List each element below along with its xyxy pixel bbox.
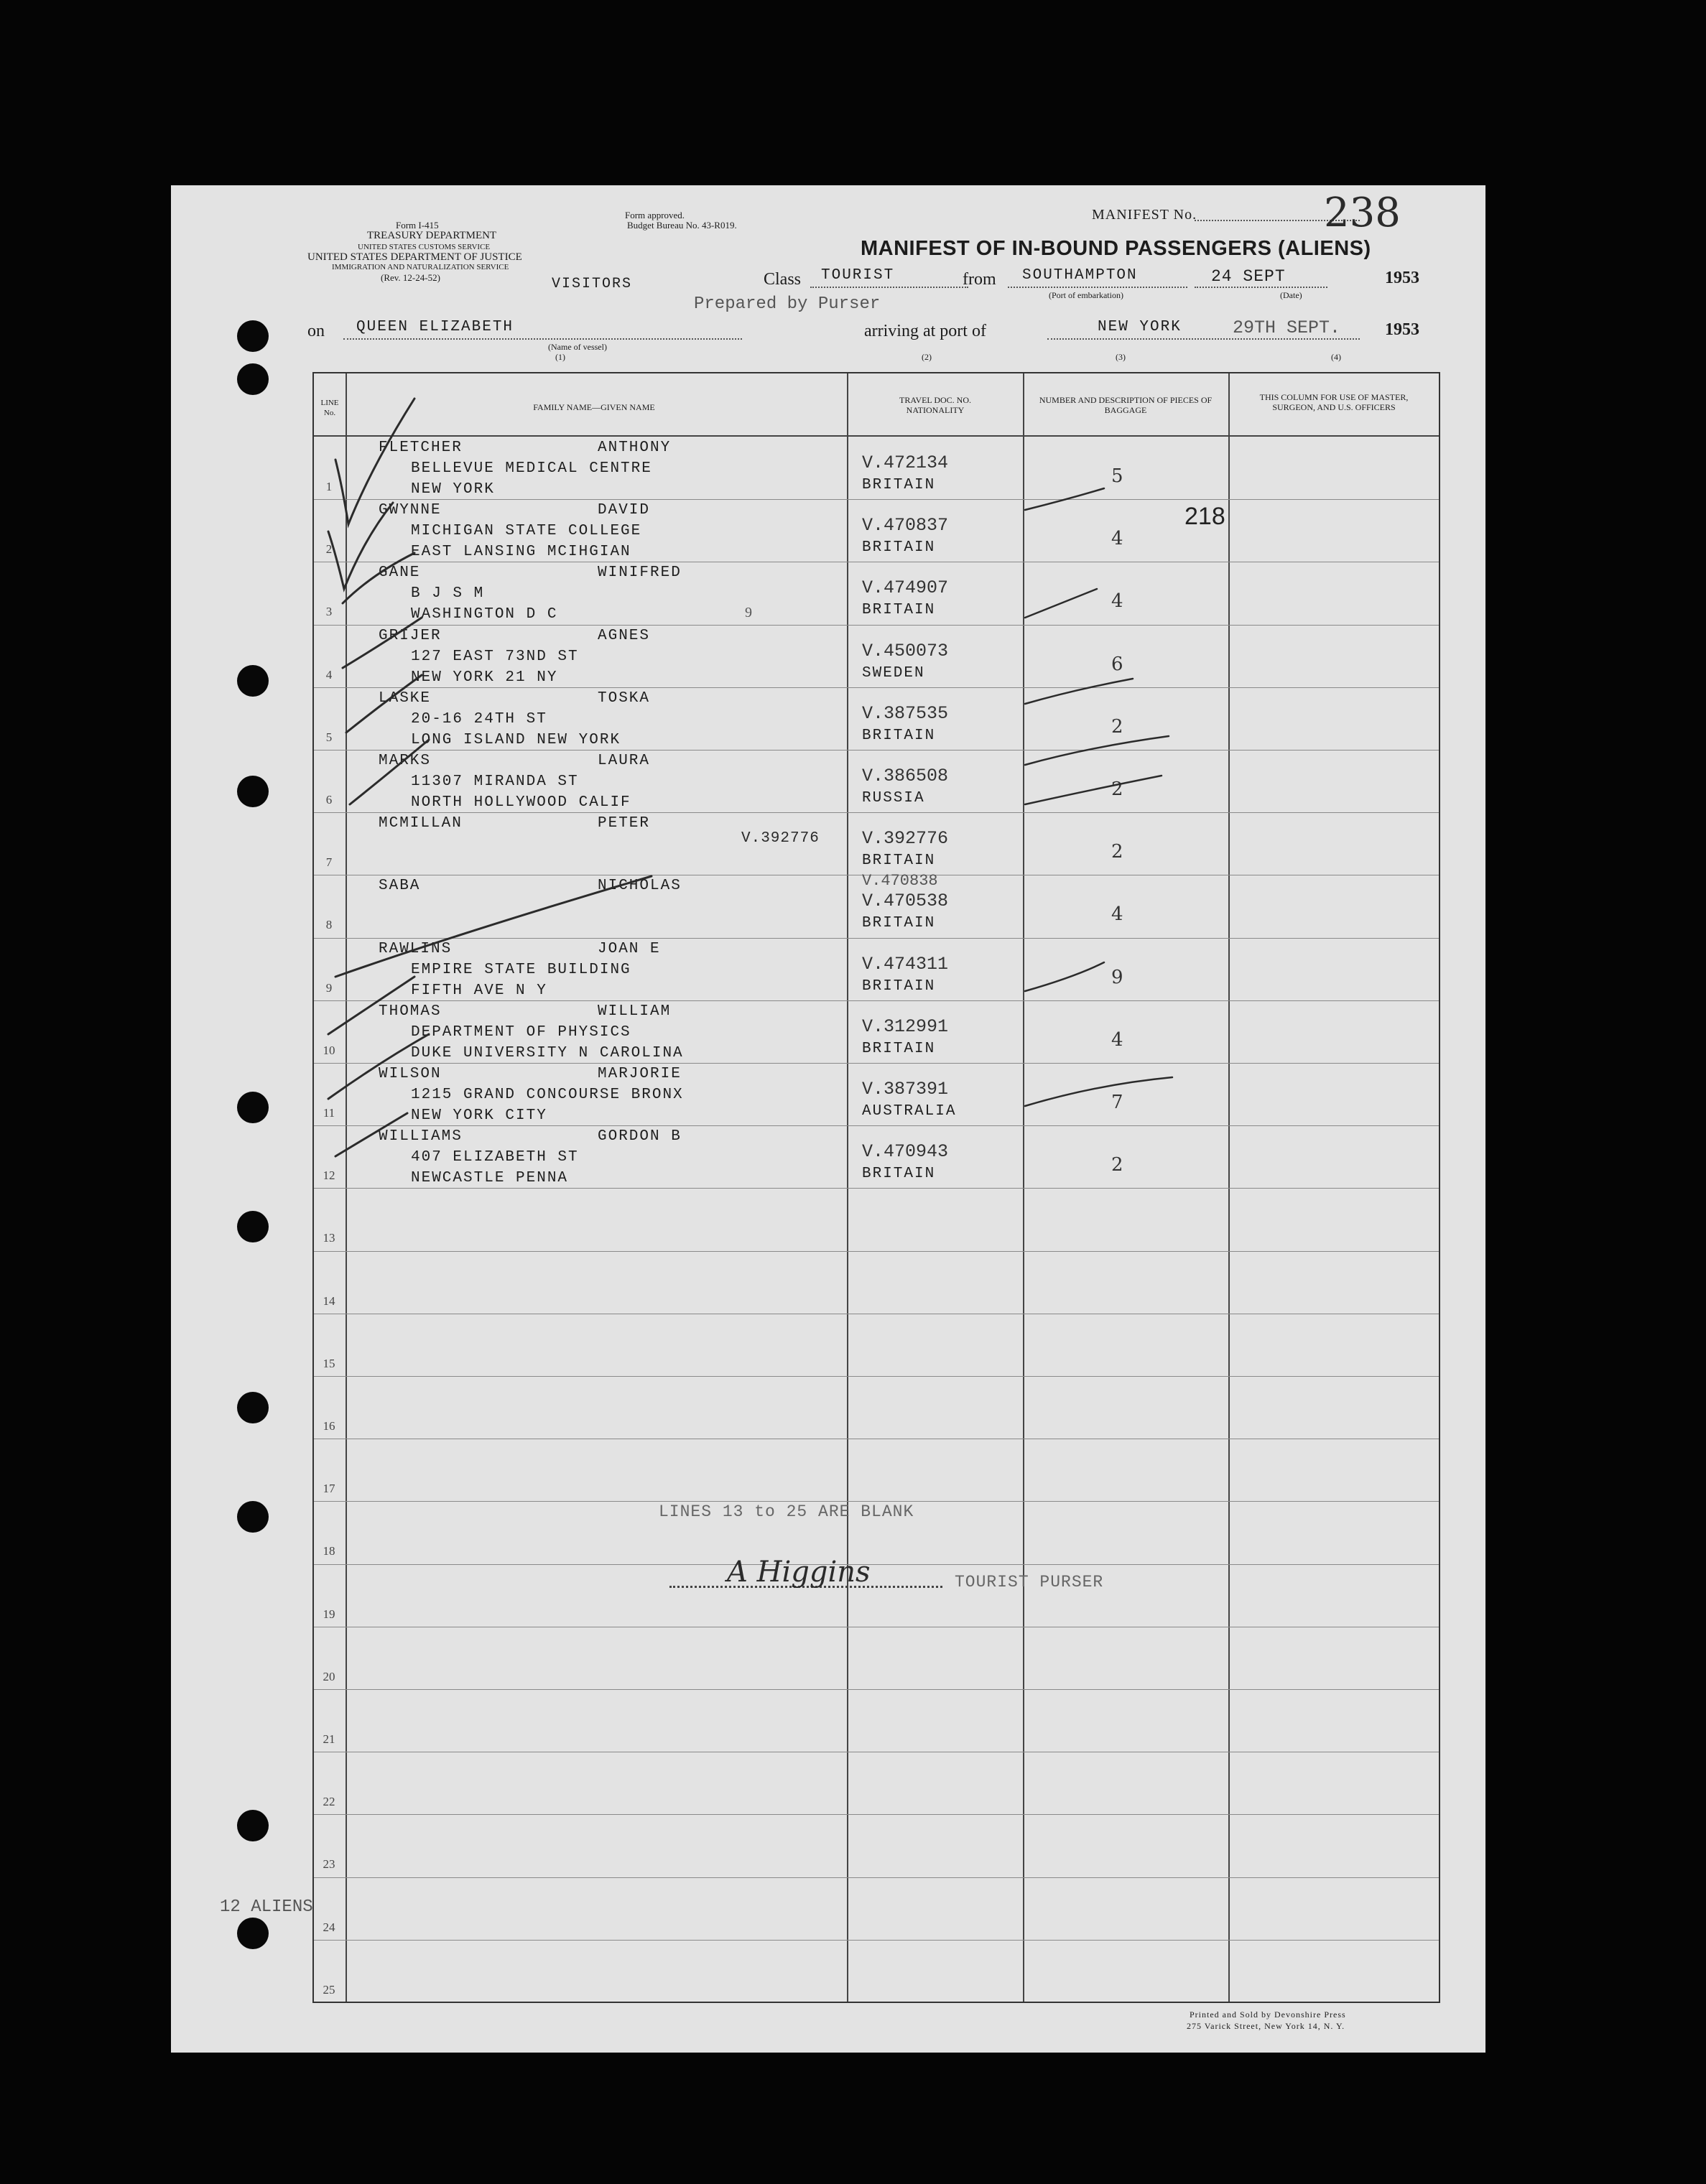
nationality: BRITAIN xyxy=(862,477,936,493)
address-line-2: FIFTH AVE N Y xyxy=(411,982,547,999)
purser-title: TOURIST PURSER xyxy=(955,1573,1104,1591)
dept-of-justice: UNITED STATES DEPARTMENT OF JUSTICE xyxy=(307,251,522,263)
family-name: THOMAS xyxy=(379,1003,442,1020)
margin-nine: 9 xyxy=(745,605,752,621)
nationality: BRITAIN xyxy=(862,1040,936,1057)
family-name: SABA xyxy=(379,878,421,895)
nationality: SWEDEN xyxy=(862,664,925,682)
form-number: Form I-415 xyxy=(396,220,439,231)
line-number: 6 xyxy=(325,793,333,807)
line-number: 17 xyxy=(323,1482,335,1496)
treasury-department: TREASURY DEPARTMENT xyxy=(367,230,497,241)
year: 1953 xyxy=(1385,269,1419,287)
baggage-count: 6 xyxy=(1111,653,1123,675)
family-name: GANE xyxy=(379,564,421,582)
family-name: GRIJER xyxy=(379,627,442,644)
from-line xyxy=(1008,287,1187,288)
line-number: 10 xyxy=(323,1043,335,1057)
pen-stroke xyxy=(343,553,414,603)
address-line-1: 407 ELIZABETH ST xyxy=(411,1149,579,1166)
pen-stroke xyxy=(335,876,652,977)
address-line-2: NEW YORK 21 NY xyxy=(411,669,558,686)
col1-caption: (1) xyxy=(555,352,565,362)
line-number: 7 xyxy=(325,855,333,870)
line-number: 16 xyxy=(323,1419,335,1433)
baggage-count: 2 xyxy=(1111,1154,1123,1176)
line-number: 9 xyxy=(325,980,333,995)
given-name: NICHOLAS xyxy=(598,878,682,895)
travel-doc-number: V.387391 xyxy=(862,1079,949,1100)
col3-caption: (3) xyxy=(1116,352,1126,362)
header-line-no: LINE No. xyxy=(320,399,339,417)
from-label: from xyxy=(963,270,996,289)
line-number: 18 xyxy=(323,1544,335,1558)
address-line-1: EMPIRE STATE BUILDING xyxy=(411,961,631,978)
baggage-count: 7 xyxy=(1111,1092,1123,1113)
header-baggage: NUMBER AND DESCRIPTION OF PIECES OF BAGGAGE xyxy=(1039,395,1213,415)
pen-stroke xyxy=(343,618,422,668)
on-label: on xyxy=(307,322,325,340)
punch-hole xyxy=(237,320,269,352)
address-line-2: NEW YORK xyxy=(411,481,495,498)
travel-doc-number: V.474907 xyxy=(862,577,949,599)
nationality: BRITAIN xyxy=(862,915,936,932)
row-divider xyxy=(314,1564,1439,1565)
line-number: 2 xyxy=(325,542,333,557)
family-name: RAWLINS xyxy=(379,940,453,957)
baggage-strokes xyxy=(1018,373,1233,1163)
aliens-count-note: 12 ALIENS xyxy=(220,1897,313,1917)
line-number: 24 xyxy=(323,1920,335,1934)
passenger-table xyxy=(312,372,1440,2003)
nationality: BRITAIN xyxy=(862,1166,936,1183)
immigration-service: IMMIGRATION AND NATURALIZATION SERVICE xyxy=(332,263,509,271)
budget-bureau: Budget Bureau No. 43-R019. xyxy=(627,220,737,231)
nationality: BRITAIN xyxy=(862,977,936,995)
class-line xyxy=(810,287,968,288)
travel-doc-number: V.392776 xyxy=(862,828,949,850)
blank-lines-note: LINES 13 to 25 ARE BLANK xyxy=(659,1502,914,1521)
address-line-2: LONG ISLAND NEW YORK xyxy=(411,731,621,748)
address-line-1: MICHIGAN STATE COLLEGE xyxy=(411,523,642,540)
check-mark-icon xyxy=(335,1113,407,1156)
family-name: GWYNNE xyxy=(379,502,442,519)
baggage-count: 2 xyxy=(1111,715,1123,738)
travel-doc-number: V.386508 xyxy=(862,766,949,786)
nationality: AUSTRALIA xyxy=(862,1103,957,1120)
check-mark-icon xyxy=(335,399,414,524)
port-of-embarkation: SOUTHAMPTON xyxy=(1022,267,1138,284)
address-line-2: WASHINGTON D C xyxy=(411,606,558,623)
row-divider xyxy=(314,1251,1439,1252)
manifest-title: MANIFEST OF IN-BOUND PASSENGERS (ALIENS) xyxy=(861,237,1371,260)
line-number: 15 xyxy=(323,1356,335,1370)
address-line-1: 127 EAST 73ND ST xyxy=(411,648,579,665)
nationality: BRITAIN xyxy=(862,727,936,744)
given-name: GORDON B xyxy=(598,1128,682,1146)
baggage-count: 2 xyxy=(1111,779,1123,800)
address-line-1: 20-16 24TH ST xyxy=(411,710,547,728)
pen-stroke xyxy=(346,675,422,733)
given-name: WILLIAM xyxy=(598,1003,672,1020)
header-family-name: FAMILY NAME—GIVEN NAME xyxy=(533,402,655,412)
page-reference: 218 xyxy=(1185,503,1225,530)
pen-stroke xyxy=(350,740,432,804)
family-name: LASKE xyxy=(379,689,432,707)
baggage-count: 9 xyxy=(1111,966,1123,988)
address-line-2: EAST LANSING MCIHGIAN xyxy=(411,544,631,561)
arrival-port: NEW YORK xyxy=(1098,319,1182,335)
line-number: 19 xyxy=(323,1607,335,1621)
line-number: 22 xyxy=(323,1795,335,1809)
baggage-count: 4 xyxy=(1111,528,1123,550)
visitors-label: VISITORS xyxy=(552,276,633,292)
manifest-number: 238 xyxy=(1324,190,1401,236)
address-line-2: NEWCASTLE PENNA xyxy=(411,1170,569,1187)
travel-doc-number: V.470943 xyxy=(862,1141,949,1163)
baggage-count: 2 xyxy=(1111,841,1123,863)
date-line xyxy=(1195,287,1327,288)
family-name: WILSON xyxy=(379,1066,442,1082)
given-name: WINIFRED xyxy=(598,564,682,582)
address-line-2: NEW YORK CITY xyxy=(411,1107,547,1124)
row-divider xyxy=(314,1877,1439,1878)
travel-doc-number: V.312991 xyxy=(862,1016,949,1037)
arrival-date: 29TH SEPT. xyxy=(1233,317,1341,338)
row-divider xyxy=(314,1814,1439,1815)
class-value: TOURIST xyxy=(821,267,895,284)
customs-service: UNITED STATES CUSTOMS SERVICE xyxy=(358,243,491,251)
class-label: Class xyxy=(764,270,802,289)
given-name: MARJORIE xyxy=(598,1066,682,1082)
row-divider xyxy=(314,1940,1439,1941)
given-name: JOAN E xyxy=(598,940,661,957)
revision: (Rev. 12-24-52) xyxy=(381,272,440,283)
line-number: 13 xyxy=(323,1231,335,1245)
baggage-count: 4 xyxy=(1111,590,1123,613)
vessel-name: QUEEN ELIZABETH xyxy=(356,319,514,335)
nationality: BRITAIN xyxy=(862,852,936,870)
nationality: BRITAIN xyxy=(862,602,936,619)
manifest-sheet xyxy=(171,185,1485,2053)
travel-doc-number: V.474311 xyxy=(862,953,949,975)
travel-doc-number: V.470538 xyxy=(862,891,949,912)
family-name: MCMILLAN xyxy=(379,815,463,832)
line-number: 1 xyxy=(325,480,333,493)
port-caption: (Port of embarkation) xyxy=(1049,290,1123,300)
col4-caption: (4) xyxy=(1331,352,1341,362)
row-divider xyxy=(314,1376,1439,1377)
baggage-count: 5 xyxy=(1111,465,1123,487)
family-name: MARKS xyxy=(379,753,432,769)
nationality: BRITAIN xyxy=(862,539,936,557)
departure-date: 24 SEPT xyxy=(1211,267,1286,286)
form-approved: Form approved. xyxy=(625,210,685,220)
address-line-1: 11307 MIRANDA ST xyxy=(411,773,579,790)
given-name: ANTHONY xyxy=(598,440,672,456)
arrival-year: 1953 xyxy=(1385,320,1419,339)
header-officers: THIS COLUMN FOR USE OF MASTER, SURGEON, AND U.S. OFFICERS xyxy=(1259,392,1409,412)
family-name: FLETCHER xyxy=(379,440,463,456)
given-name: AGNES xyxy=(598,627,651,644)
line-number: 23 xyxy=(323,1857,335,1872)
address-line-2: NORTH HOLLYWOOD CALIF xyxy=(411,794,631,811)
check-marks xyxy=(228,373,1090,1235)
address-line-1: 1215 GRAND CONCOURSE BRONX xyxy=(411,1087,684,1103)
travel-doc-number: V.387535 xyxy=(862,702,949,724)
arriving-label: arriving at port of xyxy=(864,322,986,340)
row-divider xyxy=(314,1689,1439,1690)
line-number: 20 xyxy=(323,1669,335,1683)
line-number: 14 xyxy=(323,1293,335,1308)
header-travel-doc: TRAVEL DOC. NO. NATIONALITY xyxy=(899,395,971,415)
purser-signature: A Higgins xyxy=(727,1556,871,1589)
line-number: 3 xyxy=(325,605,333,619)
punch-hole xyxy=(237,1501,269,1533)
line-number: 5 xyxy=(325,730,333,744)
vessel-line xyxy=(343,338,742,340)
given-name: TOSKA xyxy=(598,689,651,707)
saba-doc-secondary: V.470838 xyxy=(862,872,938,890)
line-number: 21 xyxy=(323,1732,335,1746)
baggage-count: 4 xyxy=(1111,903,1123,926)
manifest-no-label: MANIFEST No. xyxy=(1092,207,1197,223)
address-line-1: B J S M xyxy=(411,585,485,603)
side-doc-number: V.392776 xyxy=(741,830,820,847)
date-caption: (Date) xyxy=(1280,290,1302,300)
travel-doc-number: V.470837 xyxy=(862,515,949,536)
pen-stroke xyxy=(328,1034,429,1099)
given-name: LAURA xyxy=(598,753,651,769)
line-number: 11 xyxy=(323,1106,335,1120)
prepared-by: Prepared by Purser xyxy=(694,294,881,314)
given-name: PETER xyxy=(598,815,651,832)
line-number: 8 xyxy=(325,918,333,932)
printer-line-2: 275 Varick Street, New York 14, N. Y. xyxy=(1187,2021,1345,2031)
given-name: DAVID xyxy=(598,502,651,519)
printer-line-1: Printed and Sold by Devonshire Press xyxy=(1190,2009,1346,2020)
line-number: 4 xyxy=(325,667,333,682)
punch-hole xyxy=(237,1392,269,1423)
travel-doc-number: V.450073 xyxy=(862,640,949,661)
nationality: RUSSIA xyxy=(862,790,925,807)
vessel-caption: (Name of vessel) xyxy=(548,342,607,352)
travel-doc-number: V.472134 xyxy=(862,452,949,473)
family-name: WILLIAMS xyxy=(379,1128,463,1146)
line-number: 25 xyxy=(323,1982,335,1997)
address-line-2: DUKE UNIVERSITY N CAROLINA xyxy=(411,1044,684,1061)
check-mark-icon xyxy=(328,503,393,589)
baggage-count: 4 xyxy=(1111,1028,1123,1051)
address-line-1: BELLEVUE MEDICAL CENTRE xyxy=(411,460,652,477)
pen-stroke xyxy=(328,977,414,1034)
punch-hole xyxy=(237,1810,269,1841)
punch-hole xyxy=(237,1918,269,1949)
arrival-line xyxy=(1047,338,1360,340)
address-line-1: DEPARTMENT OF PHYSICS xyxy=(411,1023,631,1041)
col2-caption: (2) xyxy=(922,352,932,362)
line-number: 12 xyxy=(323,1168,335,1183)
